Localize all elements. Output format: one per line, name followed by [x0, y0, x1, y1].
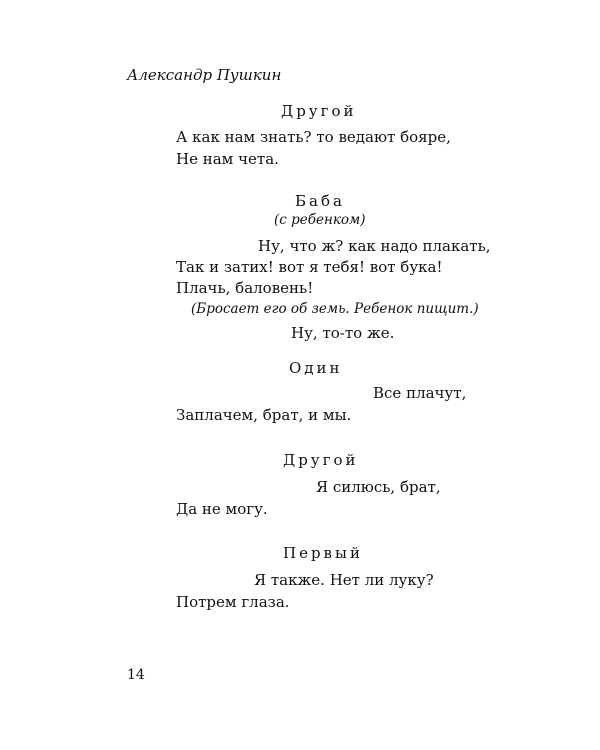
verse-line: Ну, что ж? как надо плакать,	[258, 237, 491, 255]
verse-line: Все плачут,	[373, 384, 467, 402]
verse-line: Заплачем, брат, и мы.	[176, 406, 352, 424]
verse-line: Потрем глаза.	[176, 593, 290, 611]
speaker-name: Баба	[295, 192, 345, 210]
speaker-name: Один	[289, 359, 343, 377]
verse-line: Не нам чета.	[176, 150, 279, 168]
verse-line: Плачь, баловень!	[176, 279, 314, 297]
verse-line: Я силюсь, брат,	[316, 478, 441, 496]
page-number: 14	[127, 667, 145, 683]
running-title: Александр Пушкин	[127, 66, 282, 84]
speaker-name: Другой	[281, 102, 357, 120]
speaker-name: Первый	[283, 544, 363, 562]
verse-line: Ну, то-то же.	[291, 324, 395, 342]
verse-line: Да не могу.	[176, 500, 268, 518]
verse-line: А как нам знать? то ведают бояре,	[176, 128, 451, 146]
stage-direction: (Бросает его об земь. Ребенок пищит.)	[191, 301, 479, 317]
speaker-name: Другой	[283, 451, 359, 469]
verse-line: Я также. Нет ли луку?	[254, 571, 434, 589]
verse-line: Так и затих! вот я тебя! вот бука!	[176, 258, 443, 276]
stage-direction: (с ребенком)	[274, 212, 366, 228]
